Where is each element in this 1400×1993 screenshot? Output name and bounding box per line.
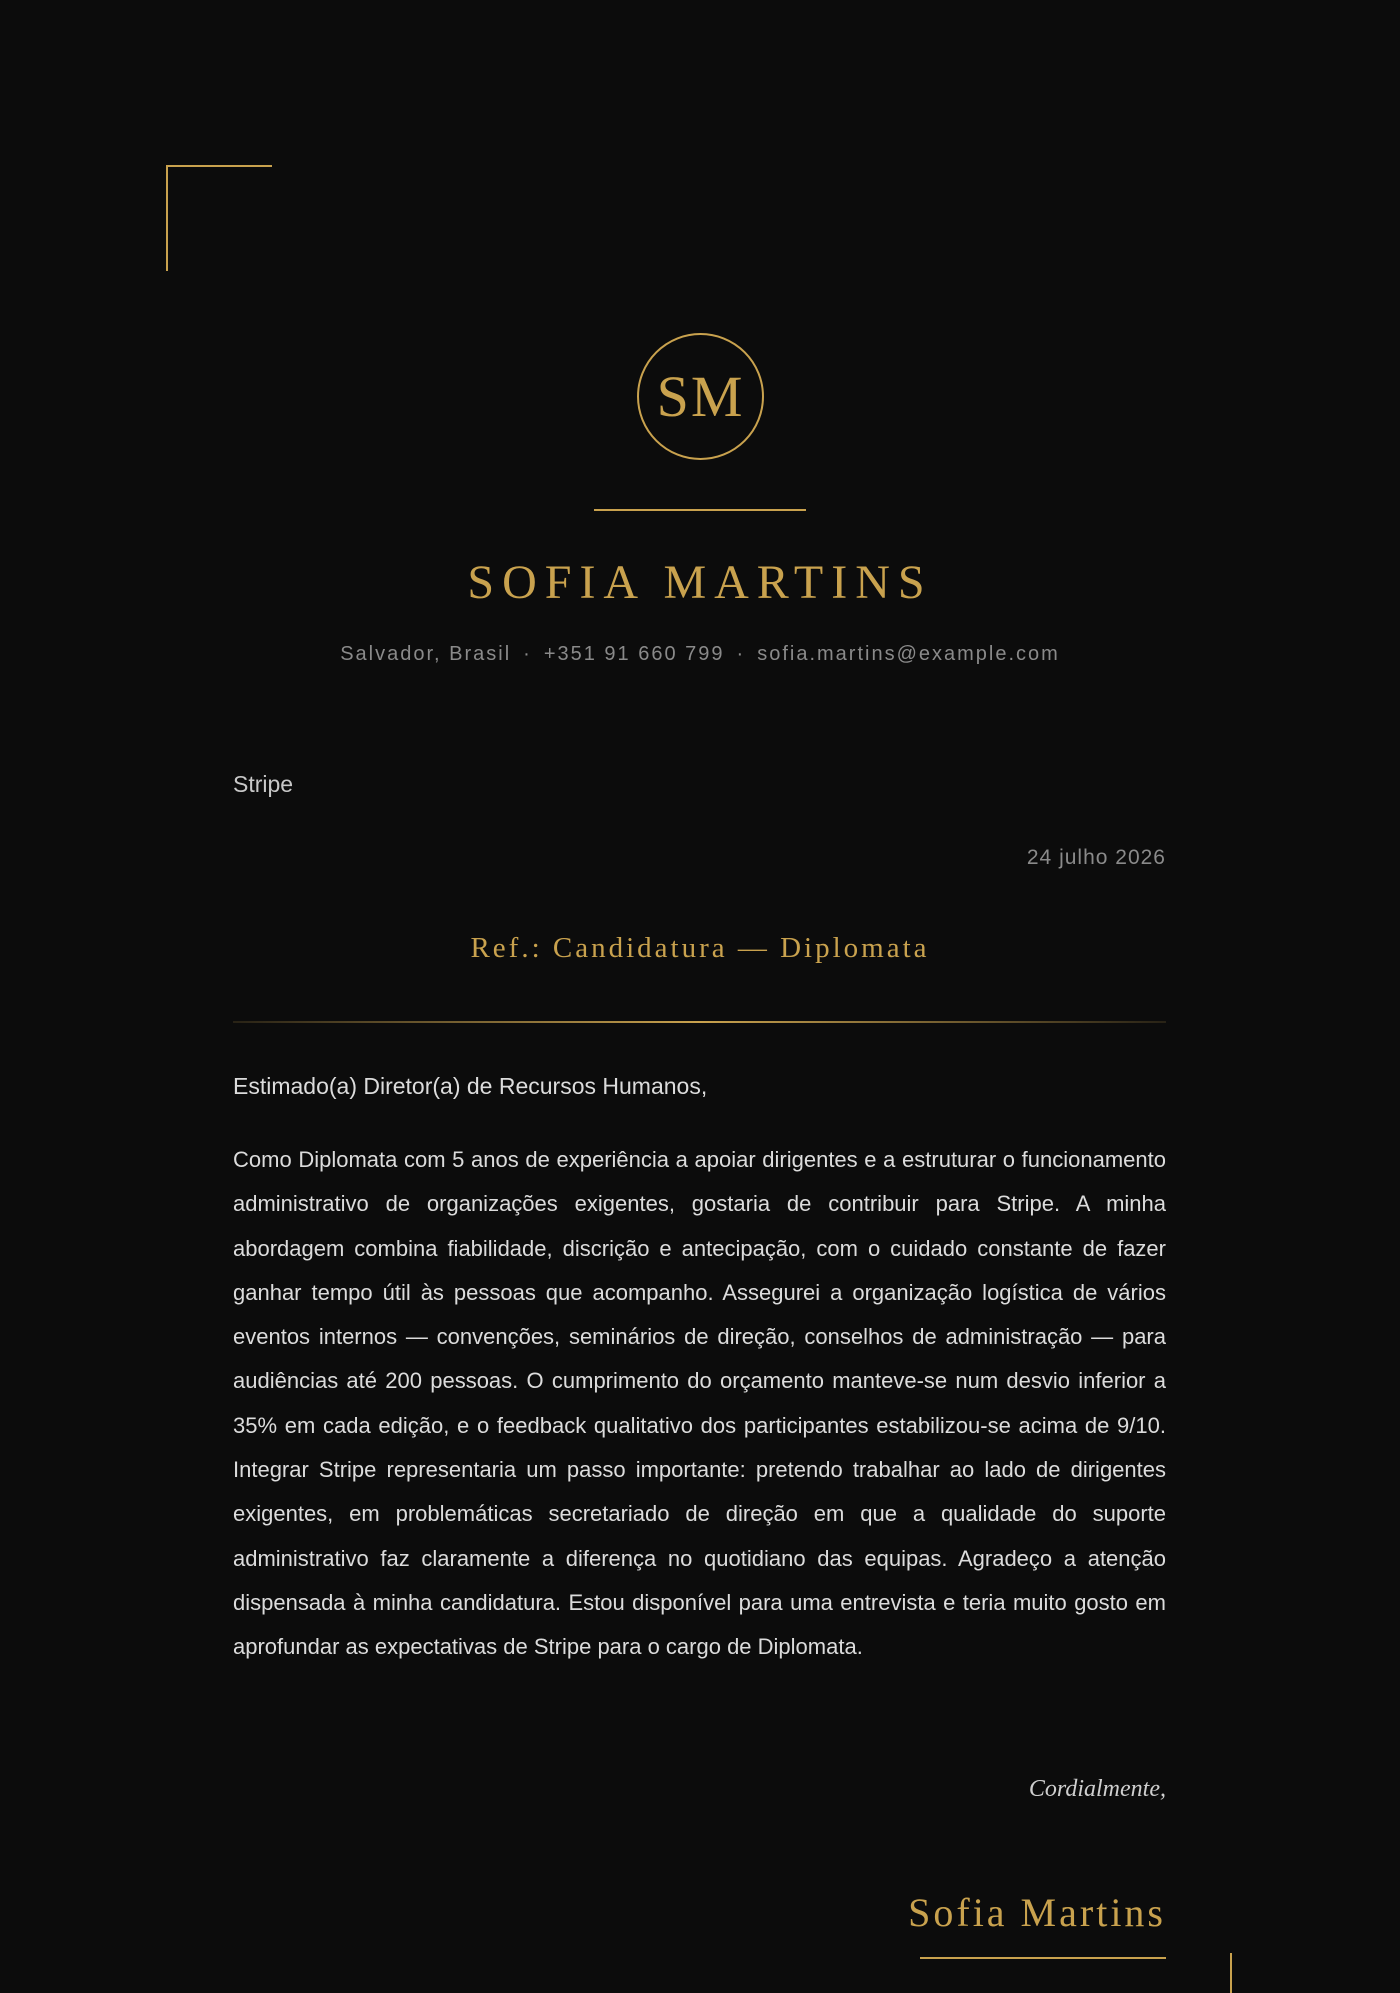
contact-separator: · xyxy=(736,643,746,665)
letter-closing: Cordialmente, xyxy=(1028,1776,1166,1802)
contact-phone: +351 91 660 799 xyxy=(543,643,725,665)
sender-name: SOFIA MARTINS xyxy=(467,556,933,609)
monogram-badge xyxy=(637,333,764,460)
corner-ornament-bottom-right xyxy=(1230,1953,1232,1993)
header-divider xyxy=(594,509,806,511)
recipient-company: Stripe xyxy=(233,771,294,797)
signature-name: Sofia Martins xyxy=(908,1890,1166,1935)
contact-location: Salvador, Brasil xyxy=(340,643,512,665)
corner-ornament-top-left xyxy=(166,165,272,271)
signature-underline xyxy=(920,1957,1166,1959)
contact-email: sofia.martins@example.com xyxy=(757,643,1060,665)
subject-divider xyxy=(233,1021,1166,1023)
monogram-text: SM xyxy=(656,364,745,429)
contact-line xyxy=(0,643,1400,666)
letter-date: 24 julho 2026 xyxy=(1026,846,1166,869)
letter-salutation: Estimado(a) Diretor(a) de Recursos Humanos, xyxy=(233,1073,708,1099)
letter-body: Como Diplomata com 5 anos de experiência a apoiar dirigentes e a estruturar o funcionamento administrativo de organizações exigentes, gostaria de contribuir para Stripe. A minha abordagem combina fiabilidade, discrição e antecipação, com o cuidado constante de fazer ganhar tempo útil às pessoas que acompanho. Assegurei a organização logística de vários eventos internos — convenções, seminários de direção, conselhos de administração — para audiências até 200 pessoas. O cumprimento do orçamento manteve-se num desvio inferior a 35% em cada edição, e o feedback qualitativo dos participantes estabilizou-se acima de 9/10. Integrar Stripe representaria um passo importante: pretendo trabalhar ao lado de dirigentes exigentes, em problemáticas secretariado de direção em que a qualidade do suporte administrativo faz claramente a diferença no quotidiano das equipas. Agradeço a atenção dispensada à minha candidatura. Estou disponível para uma entrevista e teria muito gosto em aprofundar as expectativas de Stripe para o cargo de Diplomata. xyxy=(233,1147,1166,1660)
contact-separator: · xyxy=(523,643,532,665)
letter-subject: Ref.: Candidatura — Diplomata xyxy=(470,932,930,964)
